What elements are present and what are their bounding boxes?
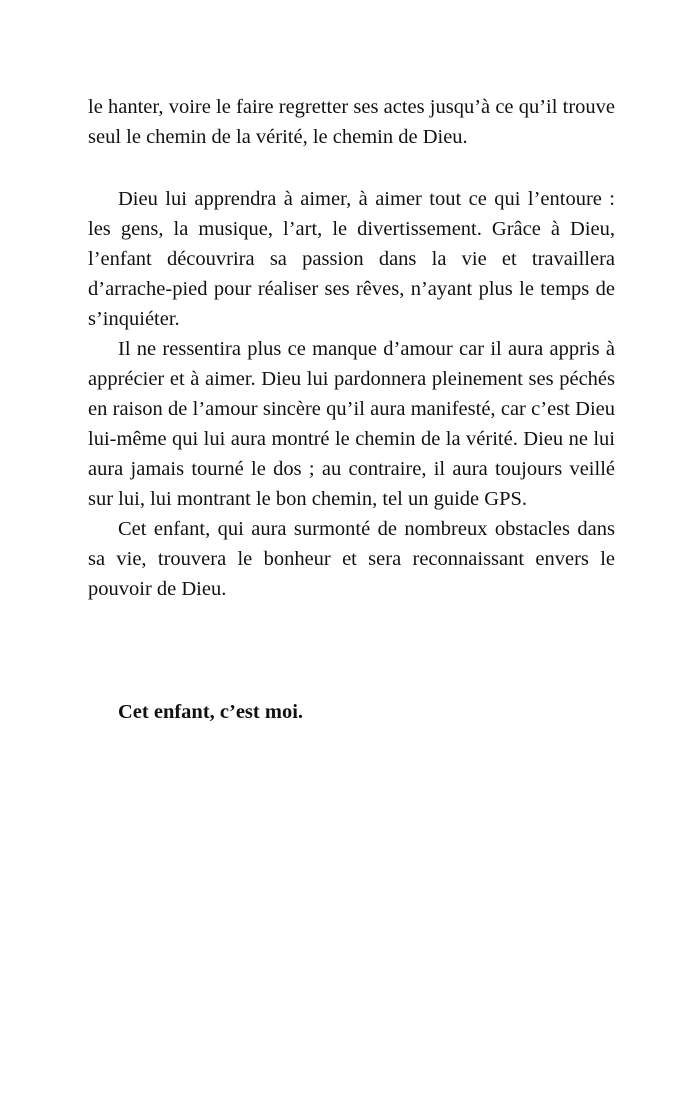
text-block-main bbox=[88, 184, 615, 604]
paragraph-love: Dieu lui apprendra à aimer, à aimer tout ce qui l’entoure : les gens, la musique, l’art, le divertissement. Grâce à Dieu, l’enfant découvrira sa passion dans la vie et travaillera d’arrache-pied pour réaliser ses rêves, n’ayant plus le temps de s’inquiéter. bbox=[88, 188, 615, 330]
closing-statement: Cet enfant, c’est moi. bbox=[118, 701, 304, 723]
paragraph-forgiveness: Il ne ressentira plus ce manque d’amour car il aura appris à apprécier et à aimer. Dieu lui pardonnera pleinement ses péchés en raison de l’amour sincère qu’il aura manifesté, car c’est Dieu lui-même qui lui aura montré le chemin de la vérité. Dieu ne lui aura jamais tourné le dos ; au contraire, il aura toujours veillé sur lui, lui montrant le bon chemin, tel un guide GPS. bbox=[88, 338, 615, 510]
text-block-top bbox=[88, 92, 615, 152]
paragraph-continuation: le hanter, voire le faire regretter ses actes jusqu’à ce qu’il trouve seul le chemin de la vérité, le chemin de Dieu. bbox=[88, 96, 615, 148]
paragraph-gratitude: Cet enfant, qui aura surmonté de nombreux obstacles dans sa vie, trouvera le bonheur et sera reconnaissant envers le pouvoir de Dieu. bbox=[88, 518, 615, 600]
